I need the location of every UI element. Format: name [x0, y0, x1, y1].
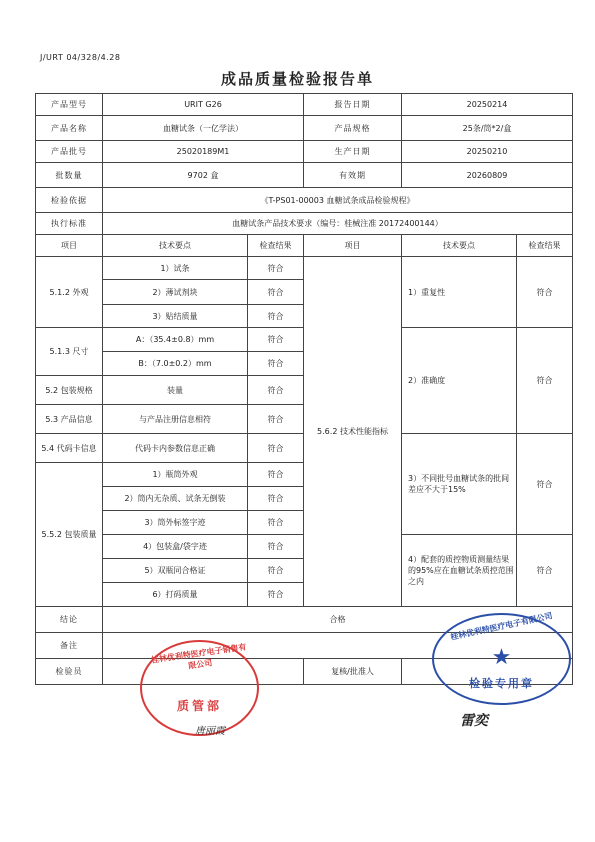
item-cell: 5.1.3 尺寸	[36, 328, 103, 376]
inspection-table	[35, 93, 573, 685]
result-cell: 符合	[248, 305, 304, 328]
production-date-label: 生产日期	[304, 141, 402, 163]
production-date-value: 20250210	[402, 141, 573, 163]
item-cell: 5.3 产品信息	[36, 405, 103, 434]
requirement-cell: 2）筒内无杂质、试条无倒装	[103, 487, 248, 511]
requirement-cell: 6）打码质量	[103, 583, 248, 607]
right-requirement-cell: 2）准确度	[402, 328, 517, 434]
item-cell: 5.4 代码卡信息	[36, 434, 103, 463]
result-cell: 符合	[248, 352, 304, 376]
item-cell: 5.5.2 包装质量	[36, 463, 103, 607]
requirement-cell: 代码卡内参数信息正确	[103, 434, 248, 463]
batch-number-label: 产品批号	[36, 141, 103, 163]
result-cell: 符合	[248, 463, 304, 487]
seal-center-text: 质管部	[176, 699, 222, 713]
standard-value: 血糖试条产品技术要求（编号：桂械注准 20172400144）	[103, 213, 573, 235]
seal-center-text: 检验专用章	[469, 677, 534, 690]
remark-label: 备注	[36, 633, 103, 659]
seal-ring-text: 桂林优利特医疗电子有限公司	[449, 611, 554, 642]
column-header-item: 项目	[36, 235, 103, 257]
requirement-cell: A：（35.4±0.8）mm	[103, 328, 248, 352]
result-cell: 符合	[248, 434, 304, 463]
column-header-result: 检查结果	[248, 235, 304, 257]
valid-until-label: 有效期	[304, 163, 402, 188]
column-header-requirement: 技术要点	[103, 235, 248, 257]
column-header-requirement-right: 技术要点	[402, 235, 517, 257]
info-row	[36, 116, 573, 141]
requirement-cell: 4）包装盒/袋字迹	[103, 535, 248, 559]
product-name-value: 血糖试条（一亿学法）	[103, 116, 304, 141]
reviewer-signature: 雷奕	[460, 713, 488, 729]
product-spec-label: 产品规格	[304, 116, 402, 141]
requirement-cell: 2）薄试剂块	[103, 280, 248, 305]
star-icon: ★	[491, 645, 512, 670]
product-model-label: 产品型号	[36, 94, 103, 116]
product-model-value: URIT G26	[103, 94, 304, 116]
product-name-label: 产品名称	[36, 116, 103, 141]
valid-until-value: 20260809	[402, 163, 573, 188]
right-result-cell: 符合	[517, 434, 573, 535]
requirement-cell: 3）贴结质量	[103, 305, 248, 328]
column-header-item-right: 项目	[304, 235, 402, 257]
inspector-signature: 唐丽霞	[195, 726, 225, 737]
result-cell: 符合	[248, 583, 304, 607]
result-cell: 符合	[248, 405, 304, 434]
requirement-cell: 1）瓶筒外观	[103, 463, 248, 487]
info-row	[36, 94, 573, 116]
column-header-result-right: 检查结果	[517, 235, 573, 257]
requirement-cell: 5）双瓶同合格证	[103, 559, 248, 583]
conclusion-label: 结论	[36, 607, 103, 633]
result-cell: 符合	[248, 535, 304, 559]
inspector-label: 检验员	[36, 659, 103, 685]
info-row	[36, 188, 573, 213]
inspection-seal	[432, 613, 571, 705]
item-cell: 5.2 包装规格	[36, 376, 103, 405]
conclusion-value: 合格	[103, 607, 573, 633]
requirement-cell: 1）试条	[103, 257, 248, 280]
right-result-cell: 符合	[517, 328, 573, 434]
batch-number-value: 25020189M1	[103, 141, 304, 163]
info-row	[36, 141, 573, 163]
report-date-value: 20250214	[402, 94, 573, 116]
table-row	[36, 257, 573, 280]
batch-quantity-label: 批数量	[36, 163, 103, 188]
info-row	[36, 163, 573, 188]
right-result-cell: 符合	[517, 535, 573, 607]
requirement-cell: B：（7.0±0.2）mm	[103, 352, 248, 376]
right-result-cell: 符合	[517, 257, 573, 328]
requirement-cell: 装量	[103, 376, 248, 405]
result-cell: 符合	[248, 487, 304, 511]
right-item-cell: 5.6.2 技术性能指标	[304, 257, 402, 607]
right-requirement-cell: 3）不同批号血糖试条的批间差应不大于15%	[402, 434, 517, 535]
batch-quantity-value: 9702 盒	[103, 163, 304, 188]
column-header-row	[36, 235, 573, 257]
product-spec-value: 25条/筒*2/盒	[402, 116, 573, 141]
seal-ring-text: 桂林优利特医疗电子销售有限公司	[150, 642, 247, 671]
report-title: 成品质量检验报告单	[220, 70, 374, 88]
result-cell: 符合	[248, 376, 304, 405]
requirement-cell: 与产品注册信息相符	[103, 405, 248, 434]
standard-label: 执行标准	[36, 213, 103, 235]
result-cell: 符合	[248, 559, 304, 583]
inspection-basis-label: 检验依据	[36, 188, 103, 213]
inspection-basis-value: 《T-PS01-00003 血糖试条成品检验规程》	[103, 188, 573, 213]
result-cell: 符合	[248, 328, 304, 352]
requirement-cell: 3）筒外标签字迹	[103, 511, 248, 535]
report-date-label: 报告日期	[304, 94, 402, 116]
document-number: J/URT 04/328/4.28	[40, 53, 121, 62]
item-cell: 5.1.2 外观	[36, 257, 103, 328]
right-requirement-cell: 4）配套的质控物质测量结果的95%应在血糖试条质控范围之内	[402, 535, 517, 607]
reviewer-label: 复核/批准人	[304, 659, 402, 685]
info-row	[36, 213, 573, 235]
result-cell: 符合	[248, 280, 304, 305]
right-requirement-cell: 1）重复性	[402, 257, 517, 328]
result-cell: 符合	[248, 257, 304, 280]
result-cell: 符合	[248, 511, 304, 535]
